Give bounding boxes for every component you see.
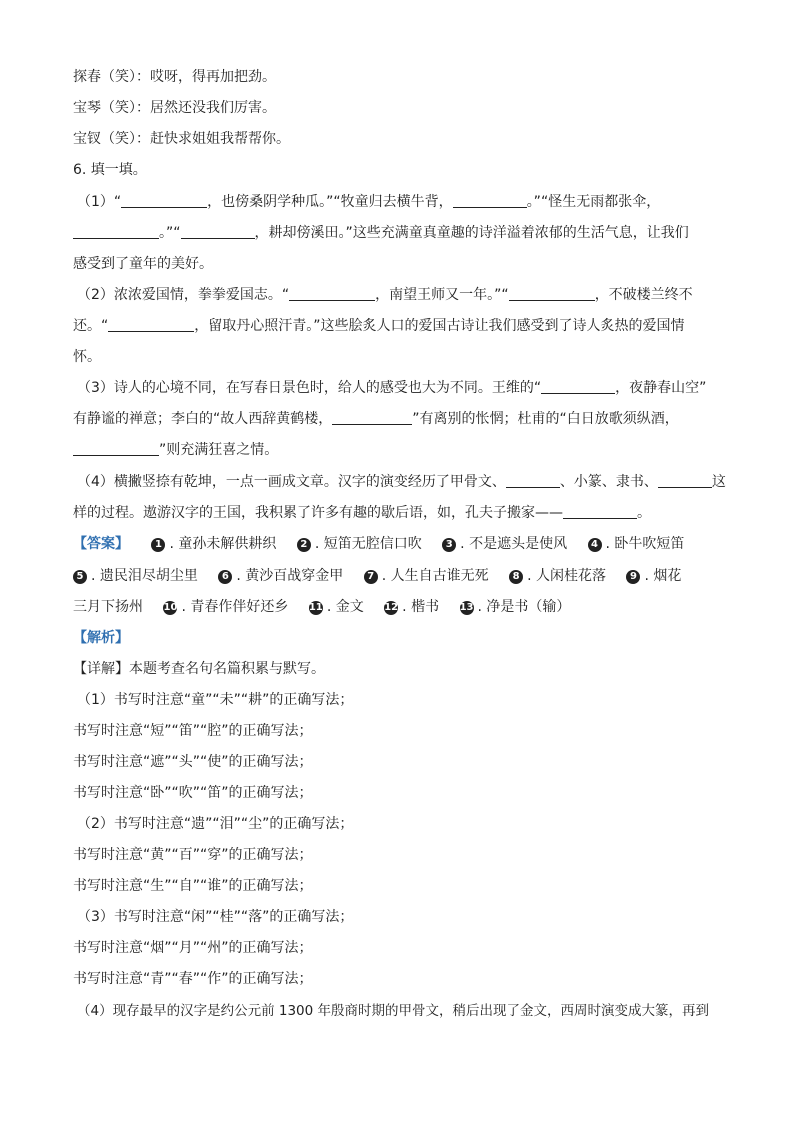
answer-blank[interactable]: [658, 473, 712, 488]
answer-item: 10 . 青春作伴好还乡: [163, 599, 289, 615]
answer-item: 5 . 遗民泪尽胡尘里: [73, 566, 198, 586]
question-3-line: （3）诗人的心境不同，在写春日景色时，给人的感受也大为不同。王维的“ ，夜静春山空”: [77, 380, 707, 396]
answer-row: [73, 566, 726, 586]
question-2-line: （2）浓浓爱国情，拳拳爱国志。“ ，南望王师又一年。”“ ，不破楼兰终不: [77, 287, 693, 303]
answer-blank[interactable]: [506, 473, 560, 488]
answer-blank[interactable]: [181, 224, 255, 239]
answer-item: 3 . 不是遮头是使风: [442, 534, 567, 554]
answer-tag: 【答案】: [73, 536, 129, 552]
answer-item: 6 . 黄沙百战穿金甲: [218, 566, 343, 586]
answer-item: 12 . 楷书: [384, 599, 440, 615]
question-1-line: 。”“ ，耕却傍溪田。”这些充满童真童趣的诗洋溢着浓郁的生活气息，让我们: [73, 223, 726, 243]
answer-item: 11 . 金文: [308, 599, 364, 615]
answer-item: 三月下扬州: [73, 599, 143, 615]
answer-blank[interactable]: [453, 193, 527, 208]
analysis-line: （4）现存最早的汉字是约公元前 1300 年殷商时期的甲骨文，稍后出现了金文，西周时演变成大篆，再到: [77, 1003, 710, 1019]
answer-blank[interactable]: [73, 441, 159, 456]
answer-row: [73, 534, 726, 554]
answer-blank[interactable]: [73, 224, 159, 239]
question-3-line: ”则充满狂喜之情。: [73, 440, 726, 460]
analysis-line: 书写时注意“生”“自”“谁”的正确写法；: [73, 878, 313, 894]
answer-row: [73, 597, 726, 617]
analysis-detail: 【详解】本题考查名句名篇积累与默写。: [73, 661, 325, 677]
answer-blank[interactable]: [108, 317, 194, 332]
question-2-line: 怀。: [73, 349, 101, 365]
question-3-line: 有静谧的禅意；李白的“故人西辞黄鹤楼， ”有离别的怅惘；杜甫的“白日放歌须纵酒，: [73, 411, 679, 427]
question-title: 6. 填一填。: [73, 162, 147, 178]
answer-blank[interactable]: [332, 410, 412, 425]
answer-blank[interactable]: [541, 379, 615, 394]
answer-blank[interactable]: [563, 504, 637, 519]
dialogue-line: 宝钗（笑）：赶快求姐姐我帮帮你。: [73, 131, 290, 147]
question-1-line: 感受到了童年的美好。: [73, 256, 213, 272]
analysis-line: 书写时注意“遮”“头”“使”的正确写法；: [73, 754, 313, 770]
answer-item: 7 . 人生自古谁无死: [364, 566, 489, 586]
analysis-line: 书写时注意“青”“春”“作”的正确写法；: [73, 971, 313, 987]
answer-blank[interactable]: [121, 193, 207, 208]
answer-item: 13 . 净是书（输）: [459, 599, 571, 615]
analysis-line: （3）书写时注意“闲”“桂”“落”的正确写法；: [77, 909, 354, 925]
dialogue-line: 宝琴（笑）：居然还没我们厉害。: [73, 100, 276, 116]
analysis-line: 书写时注意“黄”“百”“穿”的正确写法；: [73, 847, 313, 863]
analysis-line: （2）书写时注意“遗”“泪”“尘”的正确写法；: [77, 816, 354, 832]
answer-item: 2 . 短笛无腔信口吹: [297, 534, 422, 554]
answer-item: 9 . 烟花: [626, 566, 681, 586]
analysis-tag: 【解析】: [73, 630, 129, 646]
analysis-line: 书写时注意“短”“笛”“腔”的正确写法；: [73, 723, 313, 739]
analysis-line: 书写时注意“烟”“月”“州”的正确写法；: [73, 940, 313, 956]
analysis-line: 书写时注意“卧”“吹”“笛”的正确写法；: [73, 785, 313, 801]
analysis-line: （1）书写时注意“童”“未”“耕”的正确写法；: [77, 692, 354, 708]
question-1-line: （1）“ ，也傍桑阴学种瓜。”“牧童归去横牛背， 。”“怪生无雨都张伞，: [77, 194, 661, 210]
answer-item: 1 . 童孙未解供耕织: [151, 534, 276, 554]
answer-item: 8 . 人闲桂花落: [509, 566, 606, 586]
answer-blank[interactable]: [509, 286, 595, 301]
question-4-line: 样的过程。遨游汉字的王国，我积累了许多有趣的歇后语，如，孔夫子搬家—— 。: [73, 505, 651, 521]
question-4-line: （4）横撇竖捺有乾坤，一点一画成文章。汉字的演变经历了甲骨文、 、小篆、隶书、 这: [77, 474, 726, 490]
answer-item: 4 . 卧牛吹短笛: [588, 534, 685, 554]
dialogue-line: 探春（笑）：哎呀，得再加把劲。: [73, 69, 276, 85]
question-2-line: 还。“ ，留取丹心照汗青。”这些脍炙人口的爱国古诗让我们感受到了诗人炙热的爱国情: [73, 318, 685, 334]
answer-items: [151, 534, 684, 554]
answer-blank[interactable]: [289, 286, 375, 301]
